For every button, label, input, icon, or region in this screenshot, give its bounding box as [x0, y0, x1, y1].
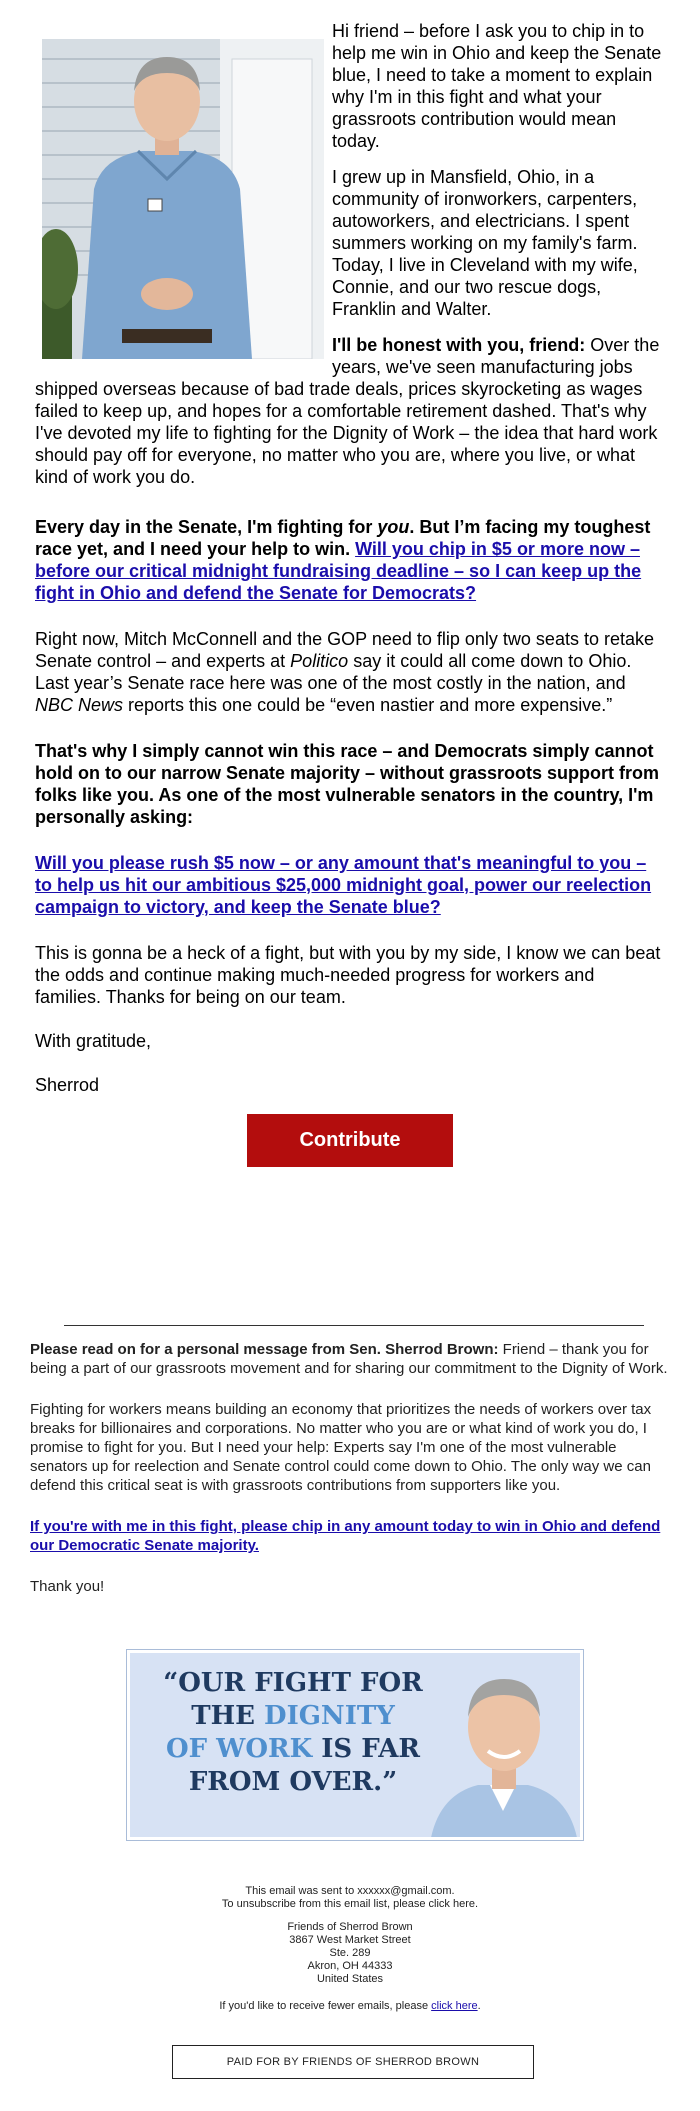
fewer-emails-prefix: If you'd like to receive fewer emails, please [219, 2000, 432, 2012]
banner-line-1: “OUR FIGHT FOR [163, 1668, 423, 1698]
signoff: With gratitude, [35, 1031, 152, 1051]
plea-paragraph: That's why I simply cannot win this race – and Democrats simply cannot hold on to our narrow Senate majority – without grassroots support from folks like you. As one of the most vulnerable senators in the country, I'm personally asking: [35, 741, 660, 827]
secondary-lead-paragraph [30, 1340, 675, 1378]
context-a: Right now, Mitch McConnell and the GOP need to flip only two seats to retake Senate control – and experts at [35, 629, 654, 671]
context-c: reports this one could be “even nastier and more expensive.” [123, 695, 613, 715]
chip-in-link[interactable]: Will you chip in $5 or more now – before our critical midnight fundraising deadline – so I can keep up the fight in Ohio and defend the Senate for Democrats? [35, 539, 642, 603]
suite-address: Ste. 289 [329, 1947, 371, 1959]
city-address: Akron, OH 44333 [307, 1960, 393, 1972]
context-politico: Politico [290, 651, 349, 671]
unsubscribe-link[interactable]: To unsubscribe from this email list, please click here. [221, 1898, 479, 1910]
contribute-button[interactable]: Contribute [247, 1114, 453, 1167]
banner-line-2 [148, 1700, 438, 1733]
secondary-lead: Please read on for a personal message from Sen. Sherrod Brown: [30, 1341, 499, 1358]
sent-to-prefix: This email was sent to [245, 1885, 358, 1897]
banner-line-2a: THE [191, 1701, 265, 1731]
country-address: United States [316, 1973, 384, 1985]
email-footer [0, 1885, 700, 2023]
ask-bold-b: . But I’m facing my toughest race yet, and I need your help to win. [35, 517, 651, 559]
secondary-thanks: Thank you! [30, 1578, 105, 1595]
context-paragraph [35, 628, 665, 716]
ask-bold-you: you [377, 517, 410, 537]
intro-paragraph-1: Hi friend – before I ask you to chip in to help me win in Ohio and keep the Senate blue, I need to take a moment to explain why I'm in this fight and what your grassroots contribution would mean today. [332, 21, 662, 151]
banner-line-4: FROM OVER.” [188, 1767, 398, 1797]
banner-portrait [420, 1653, 583, 1840]
closing-paragraph: This is gonna be a heck of a fight, but with you by my side, I know we can beat the odds and continue making much-needed progress for workers and families. Thanks for being on our team. [35, 943, 661, 1007]
secondary-link-paragraph [30, 1517, 675, 1555]
banner-line-2b: DIGNITY [264, 1701, 395, 1731]
secondary-paragraph-2: Fighting for workers means building an economy that prioritizes the needs of workers over tax breaks for billionaires and corporations. No matter who you are or what kind of work you do, I promise to fight for you. But I need your help: Experts say I'm one of the most vulnerable senators up for reelection and Senate control could come down to Ohio. The only way we can defend this critical seat is with grassroots contributions from supporters like you. [30, 1401, 652, 1494]
ask-paragraph [35, 516, 665, 604]
mailing-address [0, 1921, 700, 1986]
candidate-photo [42, 39, 324, 359]
fewer-emails-link[interactable]: click here [431, 2000, 478, 2012]
intro-paragraph-2: I grew up in Mansfield, Ohio, in a community of ironworkers, carpenters, autoworkers, and electricians. I spent summers working on my family's farm. Today, I live in Cleveland with my wife, Connie, and our two rescue dogs, Franklin and Walter. [332, 167, 638, 319]
secondary-message [30, 1340, 675, 1614]
org-name: Friends of Sherrod Brown [287, 1921, 413, 1933]
intro-paragraph-3-lead: I'll be honest with you, friend: [332, 335, 586, 355]
rush-paragraph [35, 852, 665, 918]
section-divider [64, 1325, 644, 1326]
secondary-lead-rest: Friend – thank you for being a part of our grassroots movement and for sharing our commitment to the Dignity of Work. [30, 1341, 668, 1377]
email-body [35, 20, 665, 1167]
banner-line-3a: OF WORK [166, 1734, 313, 1764]
intro-paragraph-3-rest: Over the years, we've seen manufacturing jobs shipped overseas because of bad trade deals, prices skyrocketing as wages failed to keep up, and hopes for a comfortable retirement dashed. That's why I've devoted my life to fighting for the Dignity of Work – the idea that hard work should pay off for everyone, no matter who you are, where you live, or what kind of work you do. [35, 335, 660, 487]
sent-to-line [0, 1885, 700, 1911]
quote-banner[interactable] [127, 1650, 583, 1840]
ask-bold-a: Every day in the Senate, I'm fighting for [35, 517, 378, 537]
signature: Sherrod [35, 1075, 100, 1095]
context-b: say it could all come down to Ohio. Last year’s Senate race here was one of the most costly in the nation, and [35, 651, 632, 693]
contribute-wrap [35, 1114, 665, 1167]
context-nbc: NBC News [35, 695, 124, 715]
secondary-chip-in-link[interactable]: If you're with me in this fight, please chip in any amount today to win in Ohio and defend our Democratic Senate majority. [30, 1518, 661, 1554]
banner-line-3b: IS FAR [312, 1734, 420, 1764]
fewer-emails-suffix: . [477, 2000, 481, 2012]
fewer-emails-line [0, 2000, 700, 2013]
rush-link[interactable]: Will you please rush $5 now – or any amount that's meaningful to you – to help us hit our ambitious $25,000 midnight goal, power our reelection campaign to victory, and keep the Senate blue? [35, 853, 652, 917]
banner-line-3 [148, 1733, 438, 1766]
banner-quote [148, 1667, 438, 1799]
candidate-photo-illustration [42, 39, 324, 359]
paid-for-disclaimer: PAID FOR BY FRIENDS OF SHERROD BROWN [172, 2045, 534, 2079]
recipient-email: xxxxxx@gmail.com. [357, 1885, 455, 1897]
street-address: 3867 West Market Street [289, 1934, 411, 1946]
